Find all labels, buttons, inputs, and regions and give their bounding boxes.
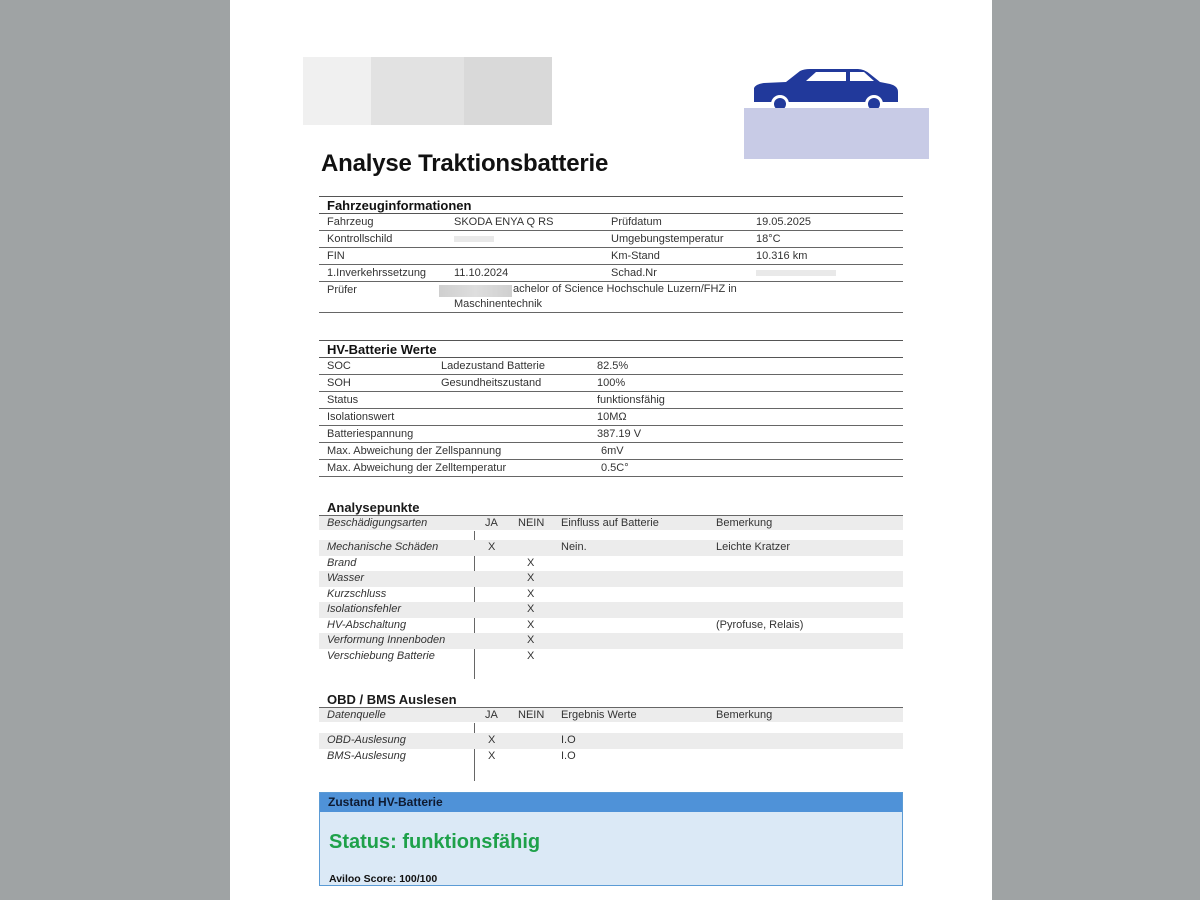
blurred-brand-box	[744, 108, 929, 159]
ja-cell: X	[488, 734, 496, 746]
row-label: Mechanische Schäden	[327, 541, 439, 553]
row-label: Umgebungstemperatur	[611, 233, 724, 245]
table-row	[319, 618, 903, 634]
table-row	[319, 358, 903, 375]
table-row	[319, 426, 903, 443]
row-value: 10.316 km	[756, 250, 808, 262]
row-label: Kontrollschild	[327, 233, 393, 245]
table-row	[319, 556, 903, 572]
row-label: Prüfdatum	[611, 216, 662, 228]
redacted-value	[756, 265, 836, 281]
header-cell: NEIN	[518, 709, 545, 721]
row-value: 387.19 V	[597, 428, 642, 440]
section-title: Analysepunkte	[327, 500, 420, 515]
row-label: Status	[327, 394, 359, 406]
vehicle-info-section	[319, 196, 903, 313]
header-cell: Bemerkung	[716, 517, 773, 529]
battery-values-section	[319, 340, 903, 477]
table-row	[319, 733, 903, 749]
row-label: Brand	[327, 556, 357, 569]
header-cell: Beschädigungsarten	[327, 517, 428, 529]
row-desc: Ladezustand Batterie	[441, 360, 545, 372]
table-row	[319, 571, 903, 587]
table-row	[319, 265, 903, 282]
header-cell: Datenquelle	[327, 709, 386, 721]
table-row-pruefer	[319, 282, 903, 313]
nein-cell: X	[527, 618, 535, 631]
row-label: SOH	[327, 377, 351, 389]
score-text: Aviloo Score: 100/100	[329, 873, 438, 885]
ergebnis-cell: I.O	[561, 749, 576, 762]
row-value: SKODA ENYA Q RS	[454, 216, 554, 228]
row-value: 0.5C°	[601, 462, 629, 474]
table-row	[319, 443, 903, 460]
row-value: 10MΩ	[597, 411, 627, 423]
row-label: Fahrzeug	[327, 216, 374, 228]
row-label: Max. Abweichung der Zellspannung	[327, 445, 502, 457]
nein-cell: X	[527, 649, 535, 662]
table-row	[319, 409, 903, 426]
table-row	[319, 214, 903, 231]
row-value: achelor of Science Hochschule Luzern/FHZ in Maschinentechnik	[454, 283, 737, 310]
header-cell: JA	[485, 517, 498, 529]
redacted-value	[454, 231, 494, 247]
row-value: 11.10.2024	[454, 267, 509, 279]
status-box-header: Zustand HV-Batterie	[320, 793, 902, 812]
row-label: Wasser	[327, 572, 365, 584]
row-label: FIN	[327, 250, 345, 262]
row-label: Batteriespannung	[327, 428, 414, 440]
row-value: funktionsfähig	[597, 394, 665, 406]
section-title: HV-Batterie Werte	[319, 340, 903, 358]
header-cell: NEIN	[518, 517, 545, 529]
page-title: Analyse Traktionsbatterie	[321, 150, 609, 177]
bemerkung-cell: (Pyrofuse, Relais)	[716, 618, 804, 631]
battery-status-box	[319, 792, 903, 886]
blurred-logo	[303, 57, 552, 125]
ergebnis-cell: I.O	[561, 734, 576, 746]
nein-cell: X	[527, 587, 535, 600]
row-label: Prüfer	[327, 284, 357, 296]
row-desc: Gesundheitszustand	[441, 377, 542, 389]
row-label: HV-Abschaltung	[327, 618, 407, 631]
row-value: 18°C	[756, 233, 781, 245]
row-label: Verformung Innenboden	[327, 634, 446, 646]
table-row	[319, 540, 903, 556]
row-label: Isolationsfehler	[327, 603, 401, 615]
row-label: SOC	[327, 360, 351, 372]
table-row	[319, 375, 903, 392]
table-row	[319, 231, 903, 248]
row-label: Verschiebung Batterie	[327, 649, 435, 662]
row-value: 6mV	[601, 445, 624, 457]
row-label: Schad.Nr	[611, 267, 657, 279]
header-cell: Ergebnis Werte	[561, 709, 637, 721]
row-value: 19.05.2025	[756, 216, 812, 228]
table-row	[319, 460, 903, 477]
obd-bms-section	[319, 692, 903, 764]
table-row	[319, 749, 903, 765]
report-page	[230, 0, 992, 900]
nein-cell: X	[527, 572, 535, 584]
ja-cell: X	[488, 541, 496, 553]
table-row	[319, 649, 903, 665]
table-row	[319, 248, 903, 265]
row-label: Km-Stand	[611, 250, 660, 262]
row-label: Max. Abweichung der Zelltemperatur	[327, 462, 507, 474]
row-value: 82.5%	[597, 360, 629, 372]
header-cell: Bemerkung	[716, 709, 773, 721]
ja-cell: X	[488, 749, 496, 762]
nein-cell: X	[527, 556, 535, 569]
header-cell: Einfluss auf Batterie	[561, 517, 659, 529]
table-row	[319, 602, 903, 618]
table-row	[319, 392, 903, 409]
row-value: 100%	[597, 377, 626, 389]
row-label: BMS-Auslesung	[327, 749, 406, 762]
analysis-section	[319, 500, 903, 664]
row-label: Isolationswert	[327, 411, 395, 423]
status-text: Status: funktionsfähig	[329, 831, 541, 853]
section-title: OBD / BMS Auslesen	[327, 692, 457, 707]
header-cell: JA	[485, 709, 498, 721]
row-label: 1.Inverkehrssetzung	[327, 267, 427, 279]
nein-cell: X	[527, 603, 535, 615]
einfluss-cell: Nein.	[561, 541, 587, 553]
bemerkung-cell: Leichte Kratzer	[716, 541, 790, 553]
table-row	[319, 633, 903, 649]
section-title: Fahrzeuginformationen	[319, 196, 903, 214]
car-logo-icon	[750, 68, 902, 112]
nein-cell: X	[527, 634, 535, 646]
table-header	[319, 707, 903, 722]
row-label: Kurzschluss	[327, 587, 387, 600]
table-header	[319, 515, 903, 530]
table-row	[319, 587, 903, 603]
row-label: OBD-Auslesung	[327, 734, 406, 746]
